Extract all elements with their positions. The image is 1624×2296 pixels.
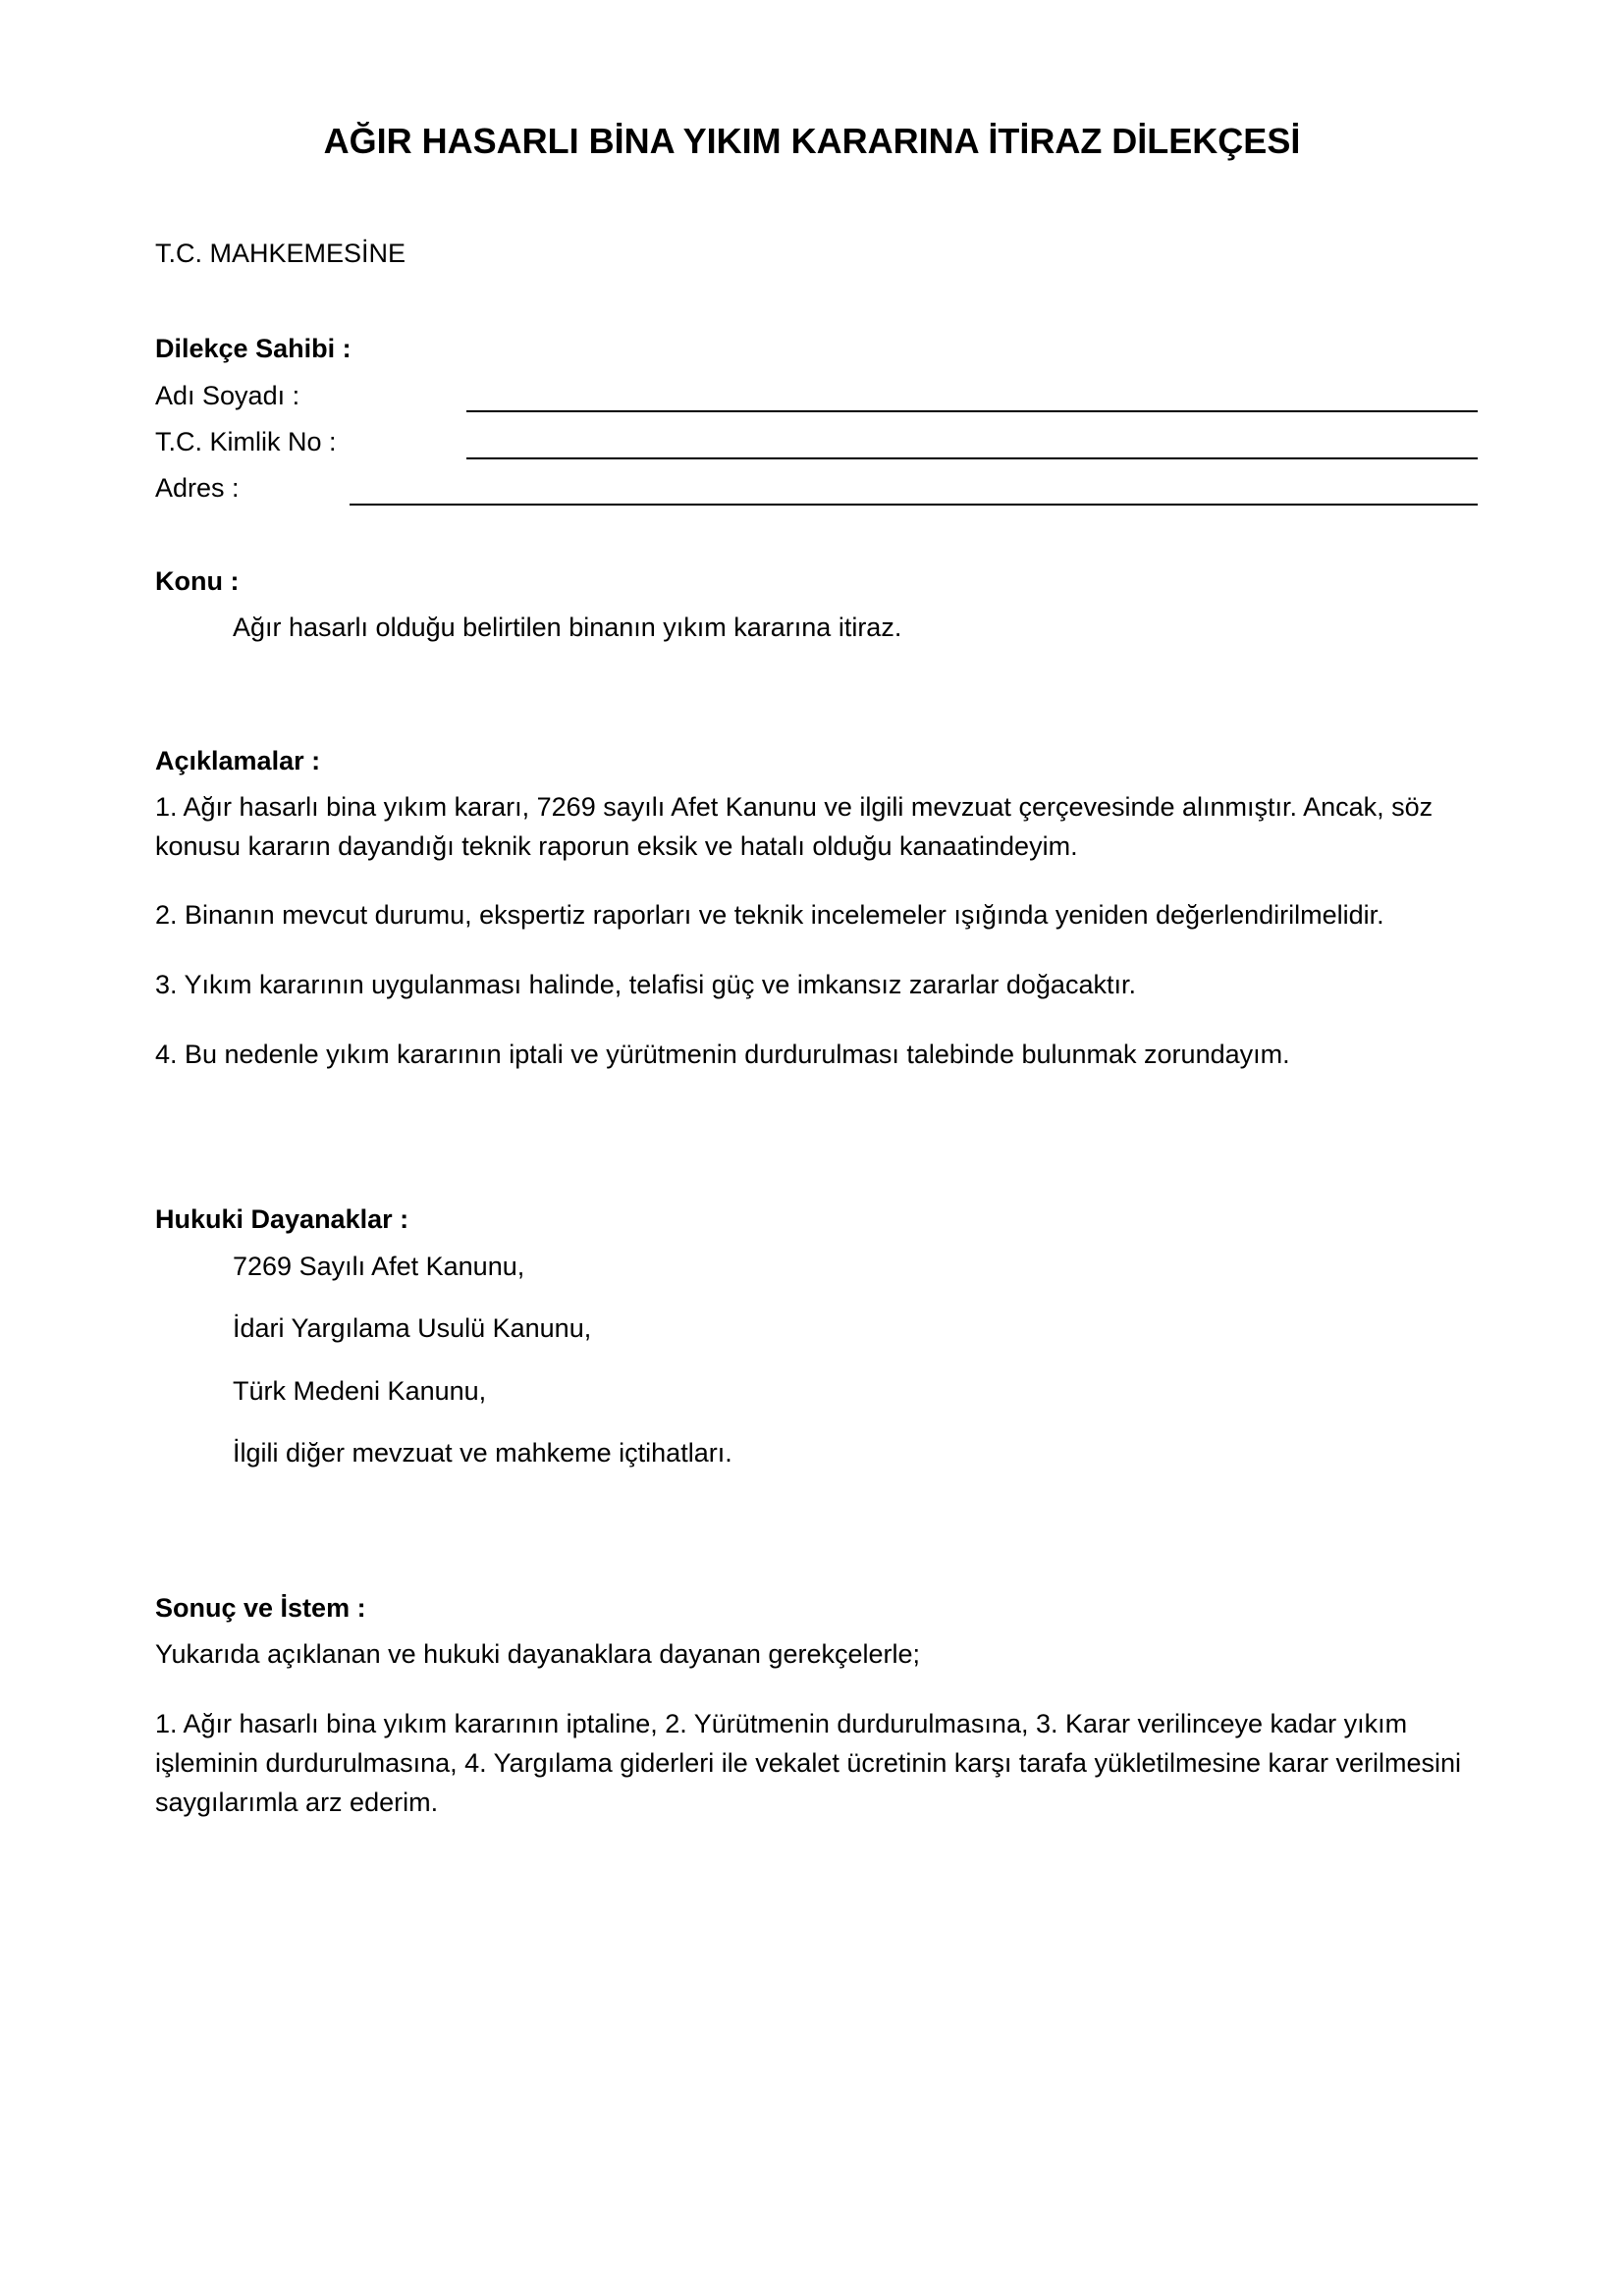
petitioner-heading: Dilekçe Sahibi :: [155, 334, 352, 363]
address-fill-line: [350, 504, 1478, 506]
legal-basis-item-4: İlgili diğer mevzuat ve mahkeme içtihatları.: [233, 1438, 732, 1468]
legal-basis-item-1: 7269 Sayılı Afet Kanunu,: [233, 1252, 525, 1281]
conclusion-heading: Sonuç ve İstem :: [155, 1593, 366, 1623]
legal-basis-item-2: İdari Yargılama Usulü Kanunu,: [233, 1313, 592, 1343]
document-title: AĞIR HASARLI BİNA YIKIM KARARINA İTİRAZ DİLEKÇESİ: [323, 121, 1301, 161]
subject-text: Ağır hasarlı olduğu belirtilen binanın yıkım kararına itiraz.: [233, 613, 902, 642]
legal-basis-item-3: Türk Medeni Kanunu,: [233, 1376, 487, 1406]
explanations-heading: Açıklamalar :: [155, 746, 321, 775]
explanation-item-3: 3. Yıkım kararının uygulanması halinde, telafisi güç ve imkansız zararlar doğacaktır.: [155, 970, 1136, 999]
addressee: T.C. MAHKEMESİNE: [155, 239, 406, 268]
address-label: Adres :: [155, 473, 240, 503]
explanation-item-1: 1. Ağır hasarlı bina yıkım kararı, 7269 sayılı Afet Kanunu ve ilgili mevzuat çerçevesinde alınmıştır. Ancak, söz konusu kararın dayandığı teknik raporun eksik ve hatalı olduğu kanaatindeyim.: [155, 792, 1434, 861]
subject-heading: Konu :: [155, 566, 240, 596]
explanation-item-2: 2. Binanın mevcut durumu, ekspertiz raporları ve teknik incelemeler ışığında yeniden değerlendirilmelidir.: [155, 900, 1384, 930]
conclusion-request: 1. Ağır hasarlı bina yıkım kararının iptaline, 2. Yürütmenin durdurulmasına, 3. Karar verilinceye kadar yıkım işleminin durdurulmasına, 4. Yargılama giderleri ile vekalet ücretinin karşı tarafa yükletilmesine karar verilmesini saygılarımla arz ederim.: [155, 1709, 1462, 1817]
id-number-label: T.C. Kimlik No :: [155, 427, 337, 456]
id-number-fill-line: [466, 457, 1478, 459]
explanation-item-4: 4. Bu nedenle yıkım kararının iptali ve yürütmenin durdurulması talebinde bulunmak zorundayım.: [155, 1040, 1290, 1069]
name-label: Adı Soyadı :: [155, 381, 300, 410]
legal-basis-heading: Hukuki Dayanaklar :: [155, 1204, 409, 1234]
name-fill-line: [466, 410, 1478, 412]
conclusion-intro: Yukarıda açıklanan ve hukuki dayanaklara dayanan gerekçelerle;: [155, 1639, 921, 1669]
